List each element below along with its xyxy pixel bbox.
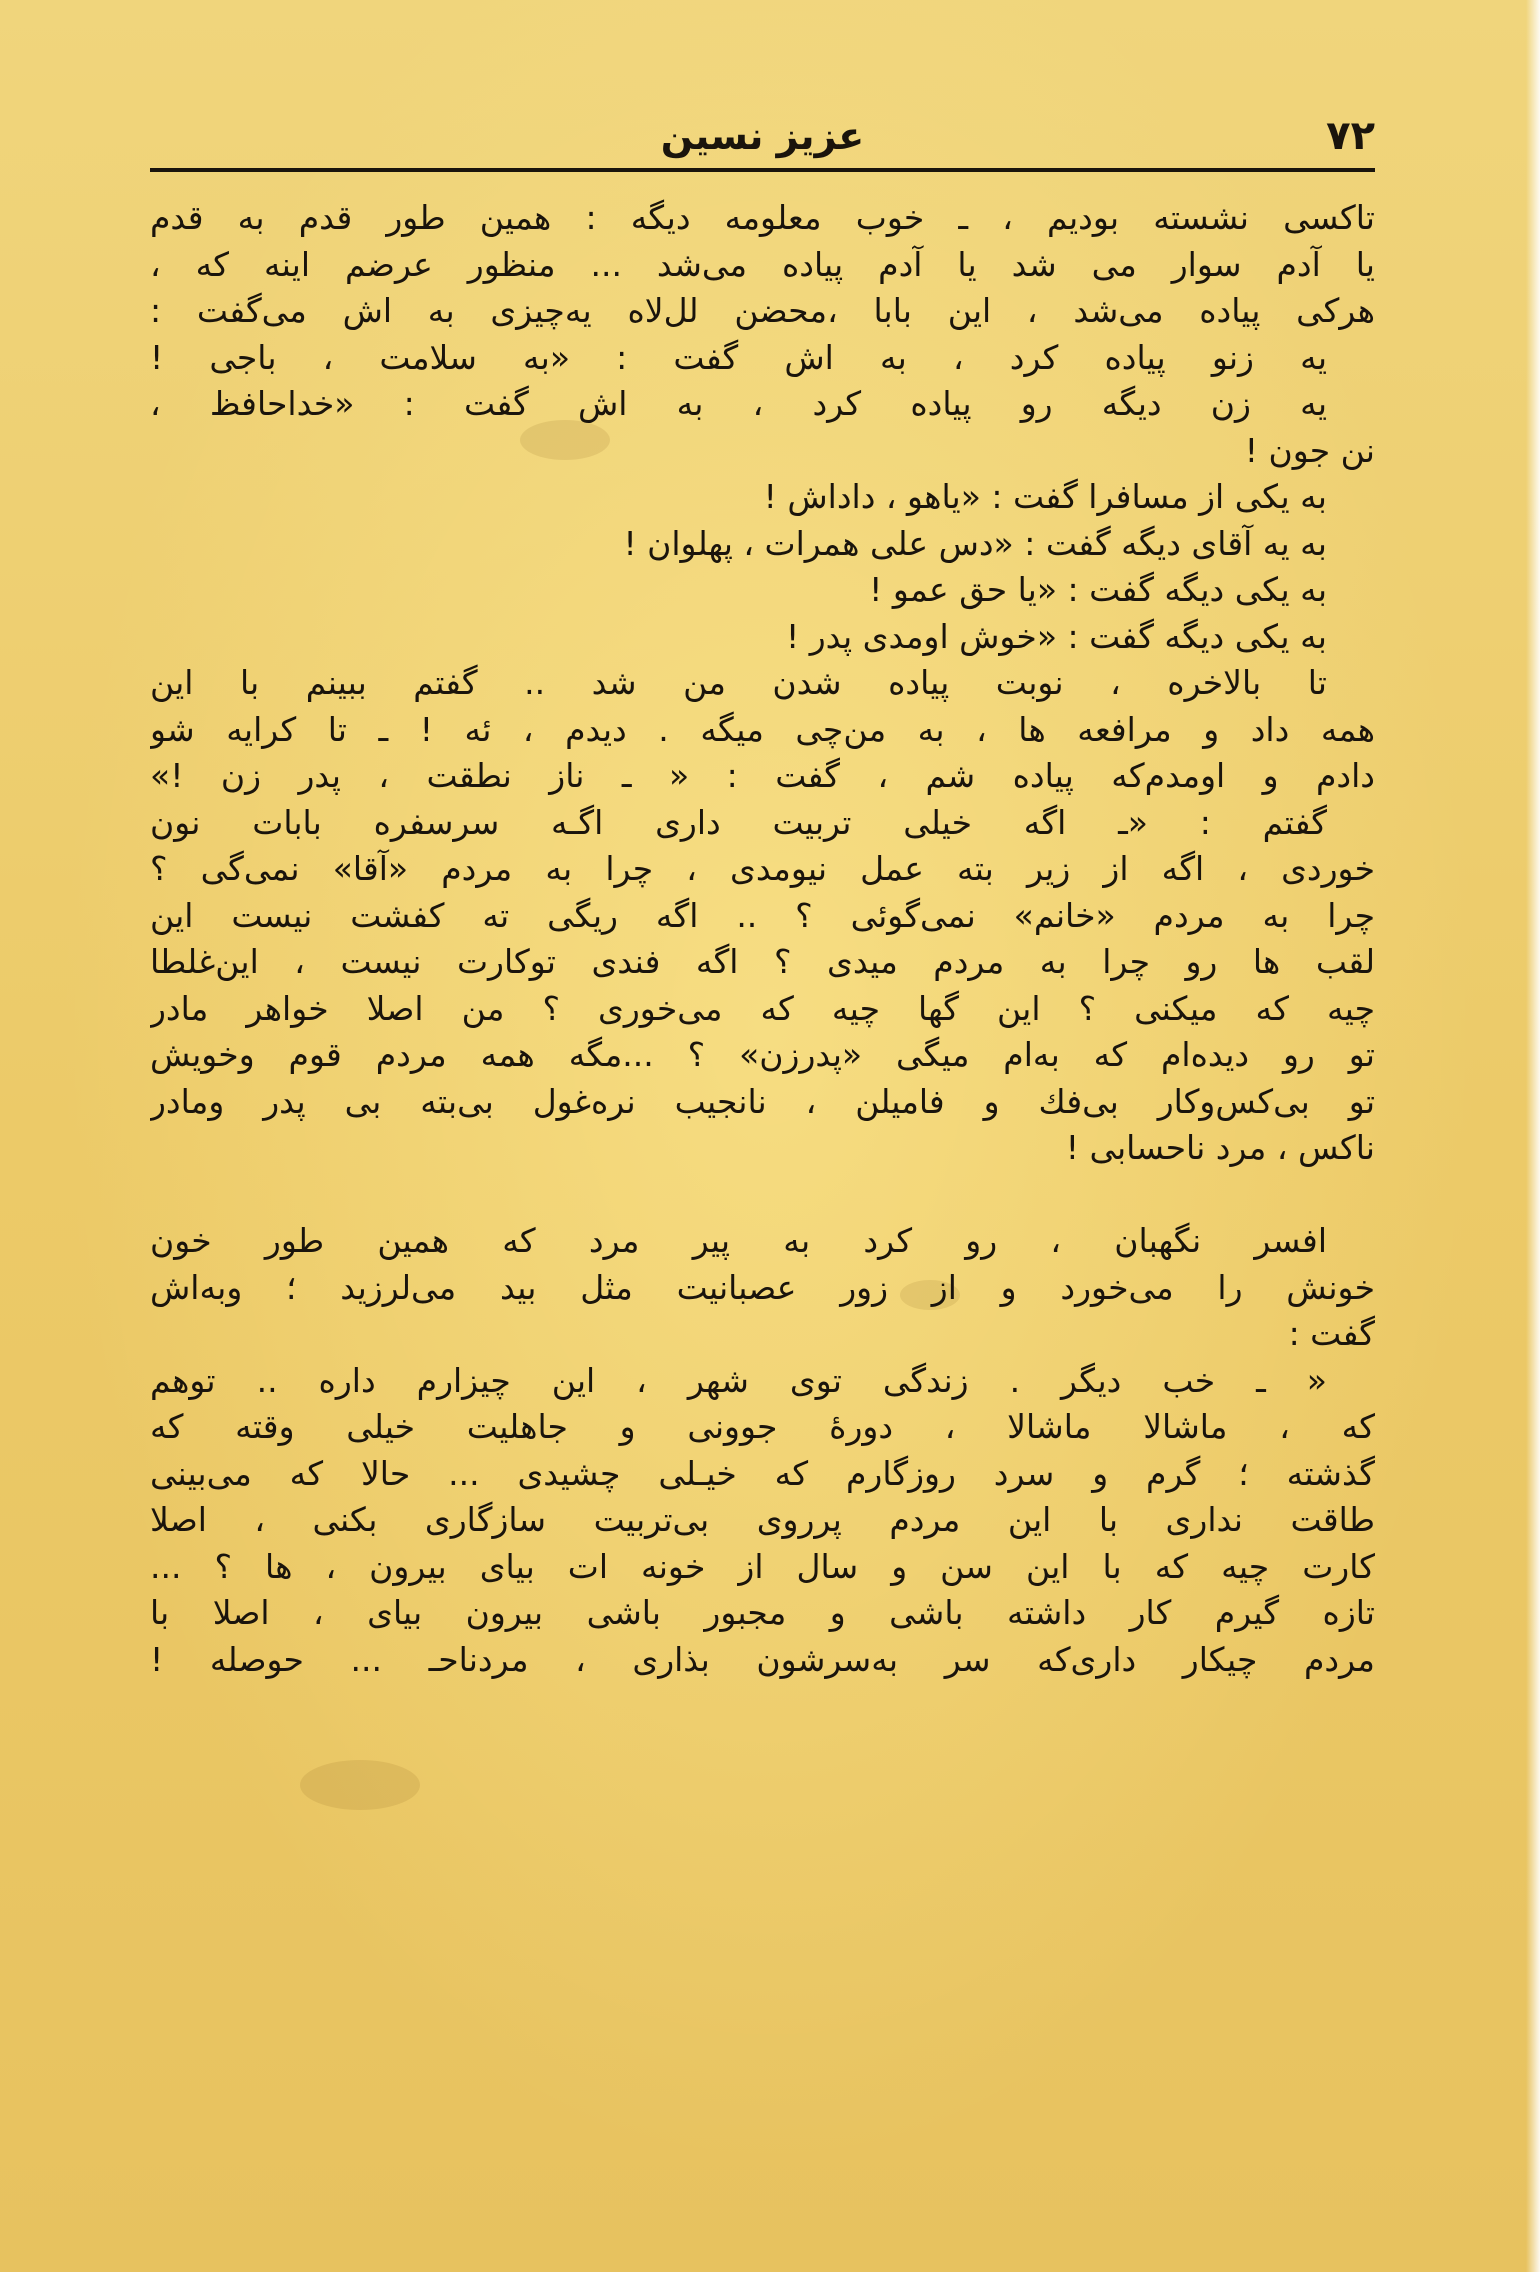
text-line: یه زنو پیاده کرد ، به اش گفت : «به سلامت ، باجی !	[150, 337, 1327, 377]
paragraph-gap	[150, 1172, 1375, 1219]
text-line: کارت چیه که با این سن و سال از خونه ات بیای بیرون ، ها ؟ ...	[150, 1546, 1375, 1586]
text-line: به یکی دیگه گفت : «خوش اومدی پدر !	[786, 616, 1327, 656]
text-line: یا آدم سوار می شد یا آدم پیاده می‌شد ... منظور عرضم اینه که ،	[150, 244, 1375, 284]
text-line: نن جون !	[1244, 430, 1375, 470]
page-header	[150, 110, 1375, 162]
page-edge	[1526, 0, 1540, 2272]
text-line: مردم چیکار داری‌که سر به‌سرشون بذاری ، مردناحـ ... حوصله !	[150, 1639, 1375, 1679]
text-line: به یه آقای دیگه گفت : «دس علی همرات ، پهلوان !	[623, 523, 1327, 563]
text-line: یه زن دیگه رو پیاده کرد ، به اش گفت : «خداحافظ ،	[150, 384, 1327, 423]
text-line: لقب ها رو چرا به مردم میدی ؟ اگه فندی توکارت نیست ، این‌غلطا	[150, 942, 1375, 981]
running-title: عزیز نسین	[660, 114, 865, 158]
text-line: همه داد و مرافعه ها ، به من‌چی میگه . دیدم ، ئه ! ـ تا کرایه شو	[150, 709, 1375, 749]
text-line: گفت :	[1288, 1314, 1375, 1353]
text-line: طاقت نداری با این مردم پرروی بی‌تربیت سازگاری بکنی ، اصلا	[150, 1500, 1375, 1539]
text-line: چیه که میکنی ؟ این گها چیه که می‌خوری ؟ من اصلا خواهر مادر	[150, 988, 1375, 1028]
page-number: ۷۲	[1326, 113, 1375, 159]
text-line: تاکسی نشسته بودیم ، ـ خوب معلومه دیگه : همین طور قدم به قدم	[150, 198, 1375, 237]
text-line: تو بی‌کس‌وکار بی‌فك و فامیلن ، نانجیب نره‌غول بی‌بته بی پدر ومادر	[150, 1081, 1375, 1121]
paper-stain	[300, 1760, 420, 1810]
text-line: به یکی از مسافرا گفت : «یاهو ، داداش !	[763, 477, 1327, 516]
text-line: چرا به مردم «خانم» نمی‌گوئی ؟ .. اگه ریگی ته کفشت نیست این	[150, 895, 1375, 935]
text-line: تا بالاخره ، نوبت پیاده شدن من شد .. گفتم ببینم با این	[150, 663, 1327, 702]
header-rule	[150, 168, 1375, 172]
text-line: افسر نگهبان ، رو کرد به پیر مرد که همین طور خون	[150, 1221, 1327, 1260]
text-line: تو رو دیده‌ام که به‌ام میگی «پدرزن» ؟ ...مگه همه مردم قوم وخویش	[150, 1035, 1375, 1074]
text-line: « ـ خب دیگر . زندگی توی شهر ، این چیزارم داره .. توهم	[150, 1360, 1327, 1400]
text-line: به یکی دیگه گفت : «یا حق عمو !	[869, 570, 1327, 609]
body-text	[150, 195, 1375, 1683]
text-line: خونش را می‌خورد و از زور عصبانیت مثل بید می‌لرزید ؛ وبه‌اش	[150, 1267, 1375, 1307]
text-line: که ، ماشالا ماشالا ، دورهٔ جوونی و جاهلیت خیلی وقته که	[150, 1407, 1375, 1446]
text-line: ناکس ، مرد ناحسابی !	[1065, 1128, 1375, 1167]
text-line: گذشته ؛ گرم و سرد روزگارم که خیـلی چشیدی ... حالا که می‌بینی	[150, 1453, 1375, 1493]
text-line: گفتم : «ـ اگه خیلی تربیت داری اگـه سرسفره بابات نون	[150, 802, 1327, 842]
text-line: تازه گیرم کار داشته باشی و مجبور باشی بیرون بیای ، اصلا با	[150, 1593, 1375, 1632]
text-line: دادم و اومدم‌که پیاده شم ، گفت : « ـ ناز نطقت ، پدر زن !»	[150, 756, 1375, 795]
text-line: خوردی ، اگه از زیر بته عمل نیومدی ، چرا به مردم «آقا» نمی‌گی ؟	[150, 849, 1375, 888]
text-line: هرکی پیاده می‌شد ، این بابا ،محضن لل‌لاه یه‌چیزی به اش می‌گفت :	[150, 291, 1375, 330]
